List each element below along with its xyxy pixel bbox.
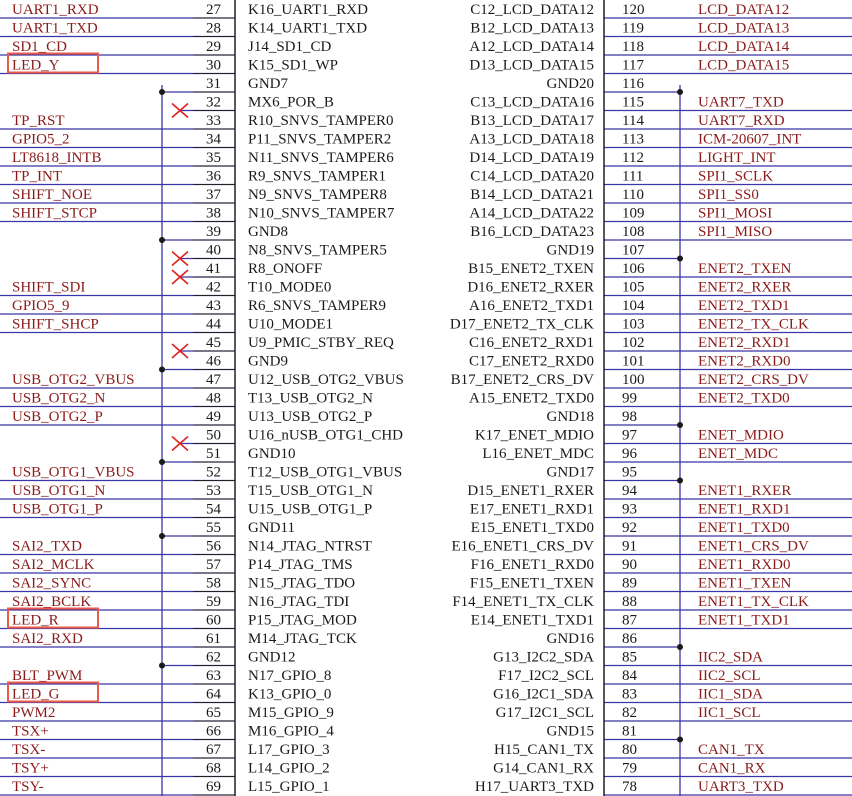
right-pin-function: C14_LCD_DATA20 — [470, 168, 594, 185]
right-pin-function: F14_ENET1_TX_CLK — [452, 594, 594, 610]
left-net-label: TSY- — [12, 779, 44, 795]
right-net-label: SPI1_MOSI — [698, 205, 773, 222]
right-pin-number: 93 — [622, 501, 637, 518]
right-net-label: IIC2_SCL — [698, 668, 761, 684]
left-pin-number: 34 — [206, 131, 221, 148]
left-net-label: SAI2_TXD — [12, 538, 82, 555]
left-pin-number: 56 — [206, 538, 221, 555]
left-pin-number: 47 — [206, 372, 221, 388]
right-pin-function: C17_ENET2_RXD0 — [469, 353, 594, 370]
left-pin-number: 31 — [206, 76, 221, 92]
junction-dot — [677, 737, 683, 743]
junction-dot — [159, 533, 165, 539]
right-pin-number: 81 — [622, 723, 637, 740]
left-pin-function: U10_MODE1 — [248, 316, 333, 333]
left-pin-number: 37 — [206, 187, 221, 203]
right-pin-function: B16_LCD_DATA23 — [470, 224, 594, 240]
right-net-label: ENET1_TX_CLK — [698, 594, 809, 610]
right-net-label: ENET2_TX_CLK — [698, 316, 809, 333]
left-pin-function: GND9 — [248, 353, 288, 370]
right-net-label: LCD_DATA12 — [698, 2, 790, 18]
right-pin-number: 100 — [622, 372, 645, 388]
right-pin-number: 119 — [622, 20, 644, 37]
right-pin-function: B12_LCD_DATA13 — [470, 20, 594, 37]
right-pin-number: 96 — [622, 446, 637, 462]
left-pin-function: K13_GPIO_0 — [248, 686, 332, 703]
left-net-label: TSY+ — [12, 760, 49, 777]
right-net-label: ICM-20607_INT — [698, 131, 802, 148]
right-pin-number: 99 — [622, 390, 637, 407]
left-net-label: TP_RST — [12, 113, 65, 129]
right-net-label: ENET1_TXD1 — [698, 612, 790, 629]
left-pin-number: 62 — [206, 649, 221, 666]
left-pin-number: 67 — [206, 742, 221, 758]
left-pin-number: 52 — [206, 464, 221, 481]
junction-dot — [677, 256, 683, 262]
left-pin-number: 27 — [206, 2, 221, 18]
right-pin-function: E15_ENET1_TXD0 — [470, 520, 594, 536]
left-pin-number: 28 — [206, 20, 221, 37]
right-pin-number: 115 — [622, 94, 644, 111]
left-pin-number: 51 — [206, 446, 221, 462]
right-net-label: ENET2_TXEN — [698, 261, 792, 277]
right-net-label: ENET1_RXD0 — [698, 557, 791, 573]
right-net-label: ENET1_CRS_DV — [698, 538, 809, 555]
left-pin-number: 59 — [206, 594, 221, 610]
left-net-label: LED_G — [12, 686, 60, 703]
right-pin-number: 78 — [622, 779, 637, 795]
left-net-label: TP_INT — [12, 168, 62, 185]
right-net-label: ENET1_RXER — [698, 483, 792, 499]
left-pin-function: P11_SNVS_TAMPER2 — [248, 131, 392, 148]
left-net-label: USB_OTG2_N — [12, 390, 106, 407]
right-pin-function: E14_ENET1_TXD1 — [470, 612, 594, 629]
left-pin-function: N14_JTAG_NTRST — [248, 538, 372, 555]
right-net-label: ENET_MDIO — [698, 427, 784, 444]
junction-dot — [677, 89, 683, 95]
right-pin-number: 89 — [622, 575, 637, 592]
left-pin-number: 60 — [206, 612, 221, 629]
right-pin-function: F15_ENET1_TXEN — [469, 575, 594, 592]
left-net-label: USB_OTG2_P — [12, 409, 103, 425]
left-pin-number: 33 — [206, 113, 221, 129]
junction-dot — [677, 478, 683, 484]
left-net-label: USB_OTG1_VBUS — [12, 464, 135, 481]
left-net-label: UART1_RXD — [12, 2, 99, 18]
left-net-label: LED_R — [12, 612, 59, 629]
right-pin-function: A16_ENET2_TXD1 — [469, 298, 594, 314]
right-pin-function: F17_I2C2_SCL — [498, 668, 594, 684]
left-pin-number: 57 — [206, 557, 221, 573]
left-pin-number: 49 — [206, 409, 221, 425]
left-net-label: SHIFT_SHCP — [12, 316, 99, 333]
right-pin-number: 114 — [622, 113, 644, 129]
left-pin-number: 45 — [206, 335, 221, 351]
right-pin-function: D13_LCD_DATA15 — [469, 57, 594, 74]
left-net-label: USB_OTG2_VBUS — [12, 372, 135, 388]
left-pin-number: 68 — [206, 760, 221, 777]
right-pin-number: 116 — [622, 76, 644, 92]
right-pin-number: 101 — [622, 353, 645, 370]
right-net-label: IIC1_SDA — [698, 686, 764, 703]
right-net-label: UART3_TXD — [698, 779, 784, 795]
right-pin-function: C16_ENET2_RXD1 — [469, 335, 594, 351]
left-pin-function: J14_SD1_CD — [248, 39, 332, 55]
right-pin-function: B13_LCD_DATA17 — [470, 113, 594, 129]
left-pin-number: 46 — [206, 353, 221, 370]
right-pin-number: 94 — [622, 483, 637, 499]
left-net-label: SAI2_MCLK — [12, 557, 95, 573]
left-pin-function: U15_USB_OTG1_P — [248, 501, 373, 518]
left-pin-number: 61 — [206, 631, 221, 647]
left-pin-function: N16_JTAG_TDI — [248, 594, 350, 610]
right-net-label: UART7_RXD — [698, 113, 785, 129]
right-net-label: LCD_DATA15 — [698, 57, 790, 74]
right-net-label: CAN1_TX — [698, 742, 765, 758]
left-net-label: USB_OTG1_P — [12, 501, 103, 518]
left-pin-function: R6_SNVS_TAMPER9 — [248, 298, 386, 314]
right-pin-number: 106 — [622, 261, 645, 277]
left-pin-function: M14_JTAG_TCK — [248, 631, 357, 647]
left-pin-function: K15_SD1_WP — [248, 57, 339, 74]
right-pin-function: F16_ENET1_RXD0 — [470, 557, 594, 573]
right-pin-function: G17_I2C1_SCL — [495, 705, 594, 721]
junction-dot — [159, 367, 165, 373]
right-pin-number: 103 — [622, 316, 645, 333]
right-pin-number: 92 — [622, 520, 637, 536]
right-net-label: LCD_DATA14 — [698, 39, 790, 55]
left-pin-number: 40 — [206, 242, 221, 259]
right-pin-number: 97 — [622, 427, 637, 444]
left-pin-function: N17_GPIO_8 — [248, 668, 332, 684]
left-pin-number: 63 — [206, 668, 221, 684]
right-pin-number: 83 — [622, 686, 637, 703]
right-pin-number: 113 — [622, 131, 644, 148]
left-pin-number: 29 — [206, 39, 221, 55]
pin-rows-layer — [8, 2, 809, 795]
right-net-label: CAN1_RX — [698, 760, 766, 777]
left-pin-number: 36 — [206, 168, 221, 185]
left-pin-function: GND11 — [248, 520, 295, 536]
right-pin-number: 105 — [622, 279, 645, 296]
left-pin-function: N15_JTAG_TDO — [248, 575, 356, 592]
left-pin-function: L14_GPIO_2 — [248, 760, 330, 777]
left-net-label: UART1_TXD — [12, 20, 98, 37]
junction-dot — [159, 89, 165, 95]
left-net-label: SAI2_RXD — [12, 631, 83, 647]
left-pin-function: M16_GPIO_4 — [248, 723, 334, 740]
right-pin-number: 111 — [622, 168, 644, 185]
right-net-label: IIC1_SCL — [698, 705, 761, 721]
left-net-label: PWM2 — [12, 705, 56, 721]
right-pin-function: A12_LCD_DATA14 — [469, 39, 594, 55]
right-pin-number: 90 — [622, 557, 637, 573]
left-pin-number: 38 — [206, 205, 221, 222]
left-pin-number: 42 — [206, 279, 221, 296]
right-pin-number: 104 — [622, 298, 645, 314]
right-net-label: ENET2_CRS_DV — [698, 372, 809, 388]
left-pin-function: N11_SNVS_TAMPER6 — [248, 150, 394, 166]
left-pin-function: T15_USB_OTG1_N — [248, 483, 374, 499]
right-net-label: IIC2_SDA — [698, 649, 764, 666]
left-net-label: TSX- — [12, 742, 46, 758]
right-pin-function: D15_ENET1_RXER — [467, 483, 594, 499]
right-pin-number: 80 — [622, 742, 637, 758]
right-pin-function: A13_LCD_DATA18 — [469, 131, 594, 148]
left-pin-function: T12_USB_OTG1_VBUS — [248, 464, 403, 481]
left-pin-function: P14_JTAG_TMS — [248, 557, 353, 573]
left-pin-number: 43 — [206, 298, 221, 314]
right-pin-function: C12_LCD_DATA12 — [470, 2, 594, 18]
left-pin-function: P15_JTAG_MOD — [248, 612, 357, 629]
left-pin-function: U16_nUSB_OTG1_CHD — [248, 427, 404, 444]
right-net-label: ENET1_TXD0 — [698, 520, 790, 536]
right-pin-function: A14_LCD_DATA22 — [469, 205, 594, 222]
left-pin-number: 64 — [206, 686, 221, 703]
junction-dot — [159, 459, 165, 465]
right-net-label: SPI1_MISO — [698, 224, 773, 240]
left-pin-number: 39 — [206, 224, 221, 240]
left-pin-function: GND7 — [248, 76, 288, 92]
right-pin-function: H15_CAN1_TX — [494, 742, 594, 758]
right-pin-number: 107 — [622, 242, 645, 259]
right-pin-function: GND15 — [546, 723, 594, 740]
left-net-label: LT8618_INTB — [12, 150, 102, 166]
right-net-label: LCD_DATA13 — [698, 20, 790, 37]
left-pin-function: U9_PMIC_STBY_REQ — [248, 335, 394, 351]
right-pin-number: 110 — [622, 187, 644, 203]
left-pin-number: 32 — [206, 94, 221, 111]
right-pin-function: B15_ENET2_TXEN — [468, 261, 594, 277]
junction-dot — [677, 644, 683, 650]
right-pin-number: 82 — [622, 705, 637, 721]
right-pin-number: 91 — [622, 538, 637, 555]
left-pin-number: 65 — [206, 705, 221, 721]
right-net-label: ENET2_RXD0 — [698, 353, 791, 370]
left-pin-function: N8_SNVS_TAMPER5 — [248, 242, 387, 259]
right-pin-number: 120 — [622, 2, 645, 18]
left-pin-function: T10_MODE0 — [248, 279, 332, 296]
right-pin-function: B17_ENET2_CRS_DV — [450, 372, 594, 388]
left-pin-function: L15_GPIO_1 — [248, 779, 330, 795]
left-pin-function: U13_USB_OTG2_P — [248, 409, 373, 425]
left-pin-function: K16_UART1_RXD — [248, 2, 368, 18]
left-pin-number: 54 — [206, 501, 221, 518]
right-pin-number: 98 — [622, 409, 637, 425]
left-pin-function: N10_SNVS_TAMPER7 — [248, 205, 395, 222]
left-pin-function: R9_SNVS_TAMPER1 — [248, 168, 386, 185]
right-pin-function: GND17 — [546, 464, 594, 481]
right-pin-number: 109 — [622, 205, 645, 222]
left-net-label: SHIFT_STCP — [12, 205, 98, 222]
left-pin-number: 44 — [206, 316, 221, 333]
left-pin-number: 69 — [206, 779, 221, 795]
right-pin-function: GND19 — [546, 242, 594, 259]
left-pin-function: U12_USB_OTG2_VBUS — [248, 372, 404, 388]
right-pin-function: D14_LCD_DATA19 — [469, 150, 594, 166]
left-net-label: SHIFT_NOE — [12, 187, 93, 203]
right-pin-number: 79 — [622, 760, 637, 777]
left-pin-function: N9_SNVS_TAMPER8 — [248, 187, 387, 203]
right-net-label: ENET1_TXEN — [698, 575, 792, 592]
left-net-label: SHIFT_SDI — [12, 279, 86, 296]
right-pin-function: GND18 — [546, 409, 594, 425]
right-pin-function: K17_ENET_MDIO — [474, 427, 594, 444]
left-pin-function: R10_SNVS_TAMPER0 — [248, 113, 394, 129]
right-pin-function: C13_LCD_DATA16 — [470, 94, 594, 111]
right-pin-function: G16_I2C1_SDA — [493, 686, 594, 703]
left-net-label: TSX+ — [12, 723, 49, 740]
left-pin-number: 41 — [206, 261, 221, 277]
left-pin-function: L17_GPIO_3 — [248, 742, 330, 758]
left-pin-number: 53 — [206, 483, 221, 499]
junction-dot — [159, 663, 165, 669]
left-net-label: SAI2_BCLK — [12, 594, 92, 610]
right-pin-number: 85 — [622, 649, 637, 666]
left-pin-function: GND10 — [248, 446, 296, 462]
left-pin-number: 58 — [206, 575, 221, 592]
right-pin-function: H17_UART3_TXD — [474, 779, 594, 795]
junction-dot — [159, 237, 165, 243]
right-pin-number: 87 — [622, 612, 637, 629]
right-pin-number: 108 — [622, 224, 645, 240]
left-net-label: BLT_PWM — [12, 668, 83, 684]
right-pin-number: 102 — [622, 335, 645, 351]
left-pin-number: 55 — [206, 520, 221, 536]
right-pin-function: B14_LCD_DATA21 — [470, 187, 594, 203]
left-pin-number: 48 — [206, 390, 221, 407]
right-net-label: ENET1_RXD1 — [698, 501, 791, 518]
right-net-label: SPI1_SS0 — [698, 187, 759, 203]
left-net-label: USB_OTG1_N — [12, 483, 106, 499]
right-net-label: UART7_TXD — [698, 94, 784, 111]
left-pin-function: GND12 — [248, 649, 296, 666]
left-net-label: SAI2_SYNC — [12, 575, 92, 592]
right-pin-function: D17_ENET2_TX_CLK — [449, 316, 594, 333]
right-pin-function: E16_ENET1_CRS_DV — [451, 538, 594, 555]
right-pin-function: G14_CAN1_RX — [493, 760, 594, 777]
right-pin-number: 86 — [622, 631, 637, 647]
right-pin-function: E17_ENET1_RXD1 — [469, 501, 594, 518]
right-pin-number: 118 — [622, 39, 644, 55]
right-pin-function: GND16 — [546, 631, 594, 647]
right-pin-number: 117 — [622, 57, 644, 74]
right-net-label: ENET2_TXD0 — [698, 390, 790, 407]
left-pin-number: 66 — [206, 723, 221, 740]
left-net-label: LED_Y — [12, 57, 60, 74]
left-net-label: GPIO5_2 — [12, 131, 70, 148]
left-pin-number: 30 — [206, 57, 221, 74]
right-net-label: ENET_MDC — [698, 446, 778, 462]
right-pin-number: 112 — [622, 150, 644, 166]
junction-dot — [677, 422, 683, 428]
right-net-label: ENET2_RXER — [698, 279, 792, 296]
right-net-label: LIGHT_INT — [698, 150, 776, 166]
left-pin-function: R8_ONOFF — [248, 261, 323, 277]
left-net-label: GPIO5_9 — [12, 298, 70, 314]
left-pin-number: 35 — [206, 150, 221, 166]
left-pin-function: GND8 — [248, 224, 288, 240]
right-pin-number: 88 — [622, 594, 637, 610]
left-pin-function: K14_UART1_TXD — [248, 20, 368, 37]
right-pin-function: D16_ENET2_RXER — [467, 279, 594, 296]
left-pin-number: 50 — [206, 427, 221, 444]
right-pin-function: GND20 — [546, 76, 594, 92]
left-net-label: SD1_CD — [12, 39, 68, 55]
right-net-label: ENET2_TXD1 — [698, 298, 790, 314]
right-pin-function: A15_ENET2_TXD0 — [469, 390, 594, 407]
left-pin-function: MX6_POR_B — [248, 94, 334, 111]
right-pin-number: 84 — [622, 668, 637, 684]
left-pin-function: T13_USB_OTG2_N — [248, 390, 374, 407]
left-pin-function: M15_GPIO_9 — [248, 705, 334, 721]
right-pin-number: 95 — [622, 464, 637, 481]
right-net-label: ENET2_RXD1 — [698, 335, 791, 351]
right-net-label: SPI1_SCLK — [698, 168, 774, 185]
right-pin-function: L16_ENET_MDC — [482, 446, 594, 462]
right-pin-function: G13_I2C2_SDA — [493, 649, 594, 666]
